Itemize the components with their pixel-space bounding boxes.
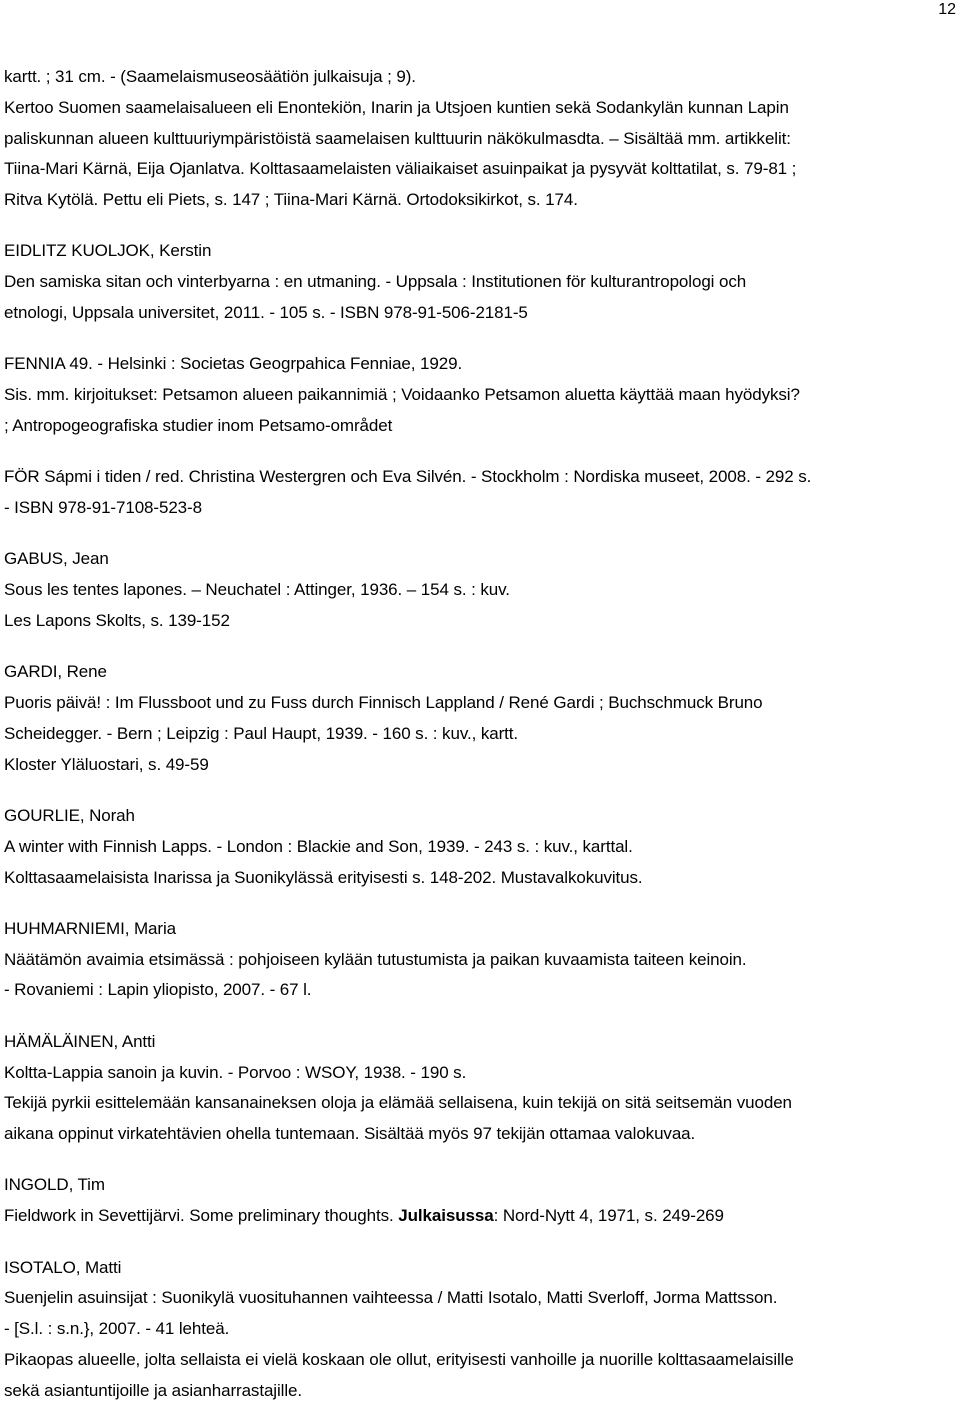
entry-line: etnologi, Uppsala universitet, 2011. - 105 s. - ISBN 978-91-506-2181-5: [4, 298, 954, 329]
entry-line: Näätämön avaimia etsimässä : pohjoiseen kylään tutustumista ja paikan kuvaamista taiteen keinoin.: [4, 945, 954, 976]
bibliography-entry: [4, 349, 954, 441]
entry-author: EIDLITZ KUOLJOK, Kerstin: [4, 236, 954, 267]
entry-line: Kertoo Suomen saamelaisalueen eli Enontekiön, Inarin ja Utsjoen kuntien sekä Sodankylän kunnan Lapin: [4, 93, 954, 124]
bibliography-entry: [4, 914, 954, 1006]
bibliography-entry: [4, 1027, 954, 1150]
entry-line: Pikaopas alueelle, jolta sellaista ei vielä koskaan ole ollut, erityisesti vanhoille ja nuorille kolttasaamelaisille: [4, 1345, 954, 1376]
entry-author: ISOTALO, Matti: [4, 1253, 954, 1284]
entry-text: Fieldwork in Sevettijärvi. Some preliminary thoughts.: [4, 1206, 398, 1225]
page-number: 12: [938, 0, 956, 20]
bibliography-entry: [4, 1253, 954, 1406]
entry-line: kartt. ; 31 cm. - (Saamelaismuseosäätiön julkaisuja ; 9).: [4, 62, 954, 93]
entry-author: HUHMARNIEMI, Maria: [4, 914, 954, 945]
entry-author: INGOLD, Tim: [4, 1170, 954, 1201]
entry-line: Kolttasaamelaisista Inarissa ja Suonikylässä erityisesti s. 148-202. Mustavalkokuvitus.: [4, 863, 954, 894]
entry-line: aikana oppinut virkatehtävien ohella tuntemaan. Sisältää myös 97 tekijän ottamaa valokuvaa.: [4, 1119, 954, 1150]
entry-line: - Rovaniemi : Lapin yliopisto, 2007. - 67 l.: [4, 975, 954, 1006]
entry-author: GABUS, Jean: [4, 544, 954, 575]
entry-line: Sis. mm. kirjoitukset: Petsamon alueen paikannimiä ; Voidaanko Petsamon aluetta käyttää maan hyödyksi?: [4, 380, 954, 411]
entry-line-mixed: [4, 1201, 954, 1232]
entry-line: - ISBN 978-91-7108-523-8: [4, 493, 954, 524]
entry-bold-label: Julkaisussa: [398, 1206, 493, 1225]
bibliography-entry: [4, 62, 954, 216]
entry-author: GOURLIE, Norah: [4, 801, 954, 832]
bibliography-entry: [4, 801, 954, 893]
bibliography-entry: [4, 236, 954, 328]
entry-line: FENNIA 49. - Helsinki : Societas Geogrpahica Fenniae, 1929.: [4, 349, 954, 380]
entry-author: GARDI, Rene: [4, 657, 954, 688]
entry-line: Tiina-Mari Kärnä, Eija Ojanlatva. Kolttasaamelaisten väliaikaiset asuinpaikat ja pysyvät kolttatilat, s. 79-81 ;: [4, 154, 954, 185]
entry-line: Les Lapons Skolts, s. 139-152: [4, 606, 954, 637]
entry-line: Koltta-Lappia sanoin ja kuvin. - Porvoo : WSOY, 1938. - 190 s.: [4, 1058, 954, 1089]
bibliography-entry: [4, 462, 954, 524]
entry-line: Den samiska sitan och vinterbyarna : en utmaning. - Uppsala : Institutionen för kulturantropologi och: [4, 267, 954, 298]
bibliography-entry: [4, 657, 954, 780]
entry-line: sekä asiantuntijoille ja asianharrastajille.: [4, 1376, 954, 1406]
entry-line: Sous les tentes lapones. – Neuchatel : Attinger, 1936. – 154 s. : kuv.: [4, 575, 954, 606]
entry-author: HÄMÄLÄINEN, Antti: [4, 1027, 954, 1058]
entry-text: : Nord-Nytt 4, 1971, s. 249-269: [494, 1206, 724, 1225]
entry-line: - [S.l. : s.n.}, 2007. - 41 lehteä.: [4, 1314, 954, 1345]
bibliography-entry: [4, 1170, 954, 1232]
entry-line: Ritva Kytölä. Pettu eli Piets, s. 147 ; Tiina-Mari Kärnä. Ortodoksikirkot, s. 174.: [4, 185, 954, 216]
entry-line: ; Antropogeografiska studier inom Petsamo-området: [4, 411, 954, 442]
entry-line: Scheidegger. - Bern ; Leipzig : Paul Haupt, 1939. - 160 s. : kuv., kartt.: [4, 719, 954, 750]
bibliography-list: [4, 62, 954, 1406]
entry-line: paliskunnan alueen kulttuuriympäristöistä saamelaisen kulttuurin näkökulmasdta. – Sisältää mm. artikkelit:: [4, 124, 954, 155]
entry-line: A winter with Finnish Lapps. - London : Blackie and Son, 1939. - 243 s. : kuv., karttal.: [4, 832, 954, 863]
entry-line: FÖR Sápmi i tiden / red. Christina Westergren och Eva Silvén. - Stockholm : Nordiska museet, 2008. - 292 s.: [4, 462, 954, 493]
entry-line: Tekijä pyrkii esittelemään kansanaineksen oloja ja elämää sellaisena, kuin tekijä on sitä seitsemän vuoden: [4, 1088, 954, 1119]
entry-line: Puoris päivä! : Im Flussboot und zu Fuss durch Finnisch Lappland / René Gardi ; Buchschmuck Bruno: [4, 688, 954, 719]
entry-line: Kloster Yläluostari, s. 49-59: [4, 750, 954, 781]
entry-line: Suenjelin asuinsijat : Suonikylä vuosituhannen vaihteessa / Matti Isotalo, Matti Sverloff, Jorma Mattsson.: [4, 1283, 954, 1314]
bibliography-entry: [4, 544, 954, 636]
